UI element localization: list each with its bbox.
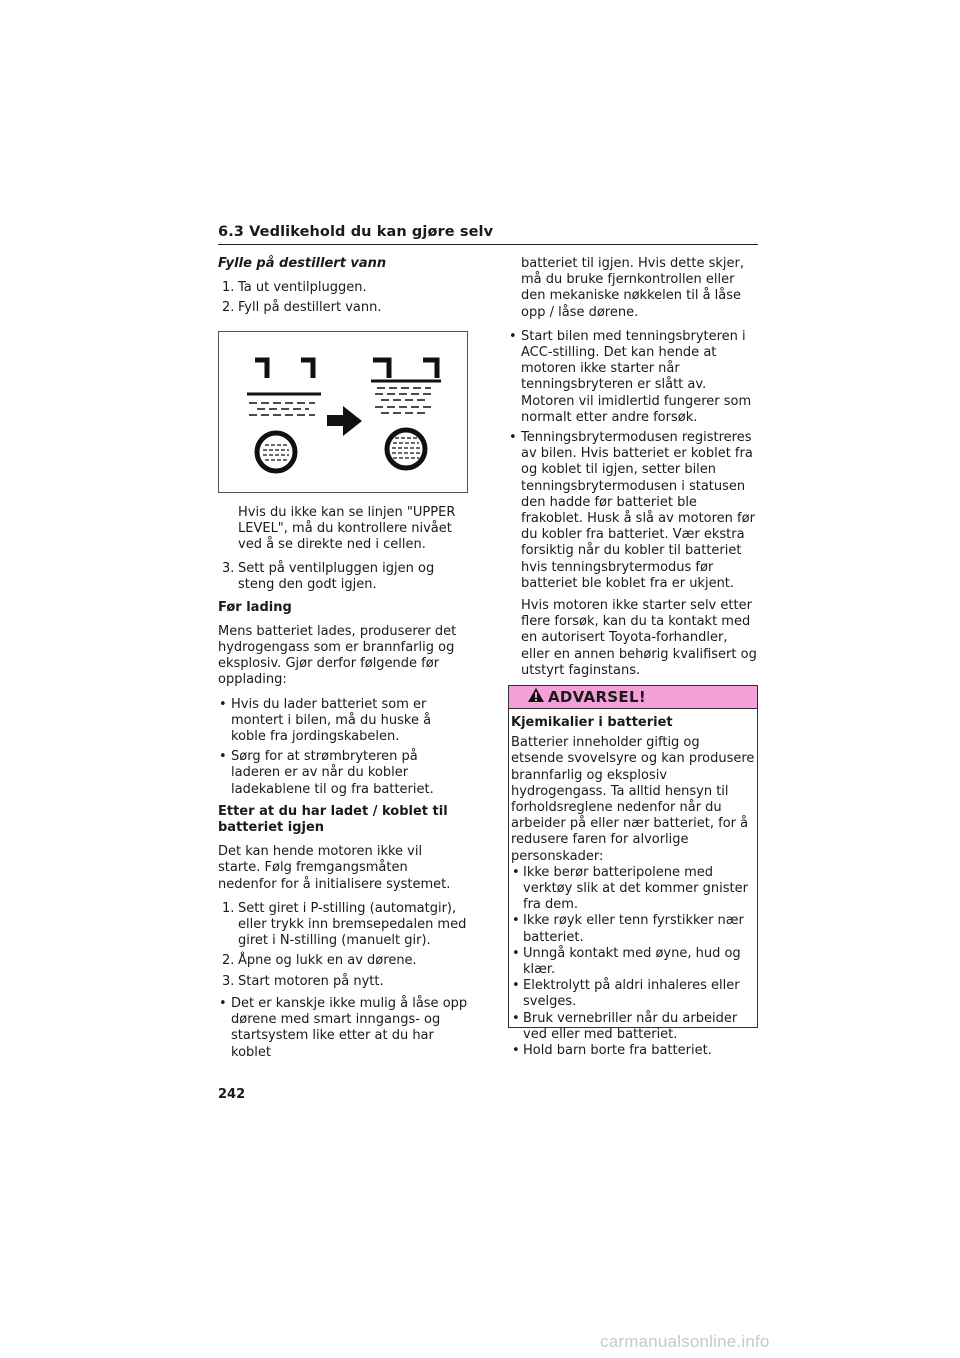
step-text: Ta ut ventilpluggen. xyxy=(238,280,367,296)
section-title: 6.3 Vedlikehold du kan gjøre selv xyxy=(218,224,494,240)
list-item: • Unngå kontakt med øyne, hud og klær. xyxy=(511,946,755,978)
fill-water-heading: Fylle på destillert vann xyxy=(218,256,387,271)
dealer-contact-note: Hvis motoren ikke starter selv etter flere forsøk, kan du ta kontakt med en autorisert Toyota-forhandler, eller en annen behørig kvalifisert og utstyrt faginstans. xyxy=(521,598,757,678)
warning-title: ADVARSEL! xyxy=(548,688,646,706)
after-charge-heading: Etter at du har ladet / koblet til batteriet igjen xyxy=(218,803,448,836)
cell-before-icon xyxy=(247,360,321,471)
start-notes-list xyxy=(508,329,758,592)
step-text: Sett på ventilpluggen igjen og steng den godt igjen. xyxy=(238,561,435,593)
footer-watermark[interactable]: carmanualsonline.info xyxy=(600,1332,770,1351)
before-charge-heading: Før lading xyxy=(218,599,292,615)
step-number: 3. xyxy=(222,973,235,989)
lock-note-list xyxy=(218,996,468,1061)
list-item: • Hold barn borte fra batteriet. xyxy=(511,1043,755,1059)
warning-title-bar xyxy=(509,686,757,709)
warning-text: Batterier inneholder giftig og etsende svovelsyre og kan produsere brannfarlig og eksplosiv hydrogengass. Ta alltid hensyn til forholdsreglene nedenfor når du arbeider på eller nær batteriet, for å redusere faren for alvorlige personskader: xyxy=(511,735,755,864)
battery-fill-figure xyxy=(218,331,468,493)
step-text: Sett giret i P-stilling (automatgir), eller trykk inn bremsepedalen med giret i N-stilling (manuelt gir). xyxy=(238,900,467,949)
step-number: 1. xyxy=(222,900,235,916)
list-item xyxy=(218,901,468,950)
arrow-right-icon xyxy=(327,406,362,436)
fill-steps xyxy=(218,280,468,316)
list-item xyxy=(218,300,468,316)
left-column xyxy=(218,256,468,1067)
upper-level-note: Hvis du ikke kan se linjen "UPPER LEVEL", må du kontrollere nivået ved å se direkte ned i cellen. xyxy=(238,504,456,553)
step-text: Åpne og lukk en av dørene. xyxy=(238,953,417,969)
warning-triangle-icon xyxy=(527,687,545,707)
step-text: Fyll på destillert vann. xyxy=(238,300,382,316)
before-charge-list xyxy=(218,697,468,798)
after-charge-text: Det kan hende motoren ikke vil starte. Følg fremgangsmåten nedenfor for å initialisere systemet. xyxy=(218,844,451,892)
step-text: Start motoren på nytt. xyxy=(238,973,384,989)
header-rule xyxy=(218,244,758,245)
list-item: • Tenningsbrytermodusen registreres av bilen. Hvis batteriet er koblet fra og koblet til igjen, setter bilen tenningsbrytermodusen i statusen den hadde før batteriet ble frakoblet. Husk å slå av motoren før du kobler fra batteriet. Vær ekstra forsiktig når du kobler til batteriet hvis tenningsbrytermodus før batteriet ble koblet fra er ukjent. xyxy=(508,430,758,592)
before-charge-text: Mens batteriet lades, produserer det hydrogengass som er brannfarlig og eksplosiv. Gjør derfor følgende før opplading: xyxy=(218,623,457,688)
list-item: • Elektrolytt på aldri inhaleres eller svelges. xyxy=(511,978,755,1010)
lock-note-continuation: batteriet til igjen. Hvis dette skjer, må du bruke fjernkontrollen eller den mekaniske nøkkelen til å låse opp / låse dørene. xyxy=(521,256,744,320)
list-item: • Start bilen med tenningsbryteren i ACC-stilling. Det kan hende at motoren ikke starter når tenningsbryteren er slått av. Motoren vil imidlertid fungerer som normalt etter andre forsøk. xyxy=(508,329,758,426)
warning-box xyxy=(508,685,758,1059)
warning-body xyxy=(509,709,757,1059)
step-number: 2. xyxy=(222,953,235,969)
list-item: • Sørg for at strømbryteren på laderen er av når du kobler ladekablene til og fra batteriet. xyxy=(218,749,468,798)
list-item: • Ikke røyk eller tenn fyrstikker nær batteriet. xyxy=(511,913,755,945)
list-item: • Ikke berør batteripolene med verktøy slik at det kommer gnister fra dem. xyxy=(511,865,755,914)
list-item xyxy=(218,561,468,593)
cell-after-icon xyxy=(371,360,441,468)
battery-fill-illustration xyxy=(219,332,469,494)
list-item: • Det er kanskje ikke mulig å låse opp dørene med smart inngangs- og startsystem like etter at du har koblet xyxy=(218,996,468,1061)
list-item: • Bruk vernebriller når du arbeider ved eller med batteriet. xyxy=(511,1011,755,1043)
right-column xyxy=(508,256,758,687)
warning-heading: Kjemikalier i batteriet xyxy=(511,715,673,730)
list-item: • Hvis du lader batteriet som er montert i bilen, må du huske å koble fra jordingskabelen. xyxy=(218,697,468,746)
page-number: 242 xyxy=(218,1087,246,1102)
step-number: 2. xyxy=(222,300,235,316)
list-item xyxy=(218,953,468,969)
list-item xyxy=(218,280,468,296)
step-number: 3. xyxy=(222,561,235,577)
list-item xyxy=(218,974,468,990)
close-steps xyxy=(218,561,468,593)
warning-list xyxy=(511,865,755,1059)
step-number: 1. xyxy=(222,280,235,296)
init-steps xyxy=(218,901,468,990)
